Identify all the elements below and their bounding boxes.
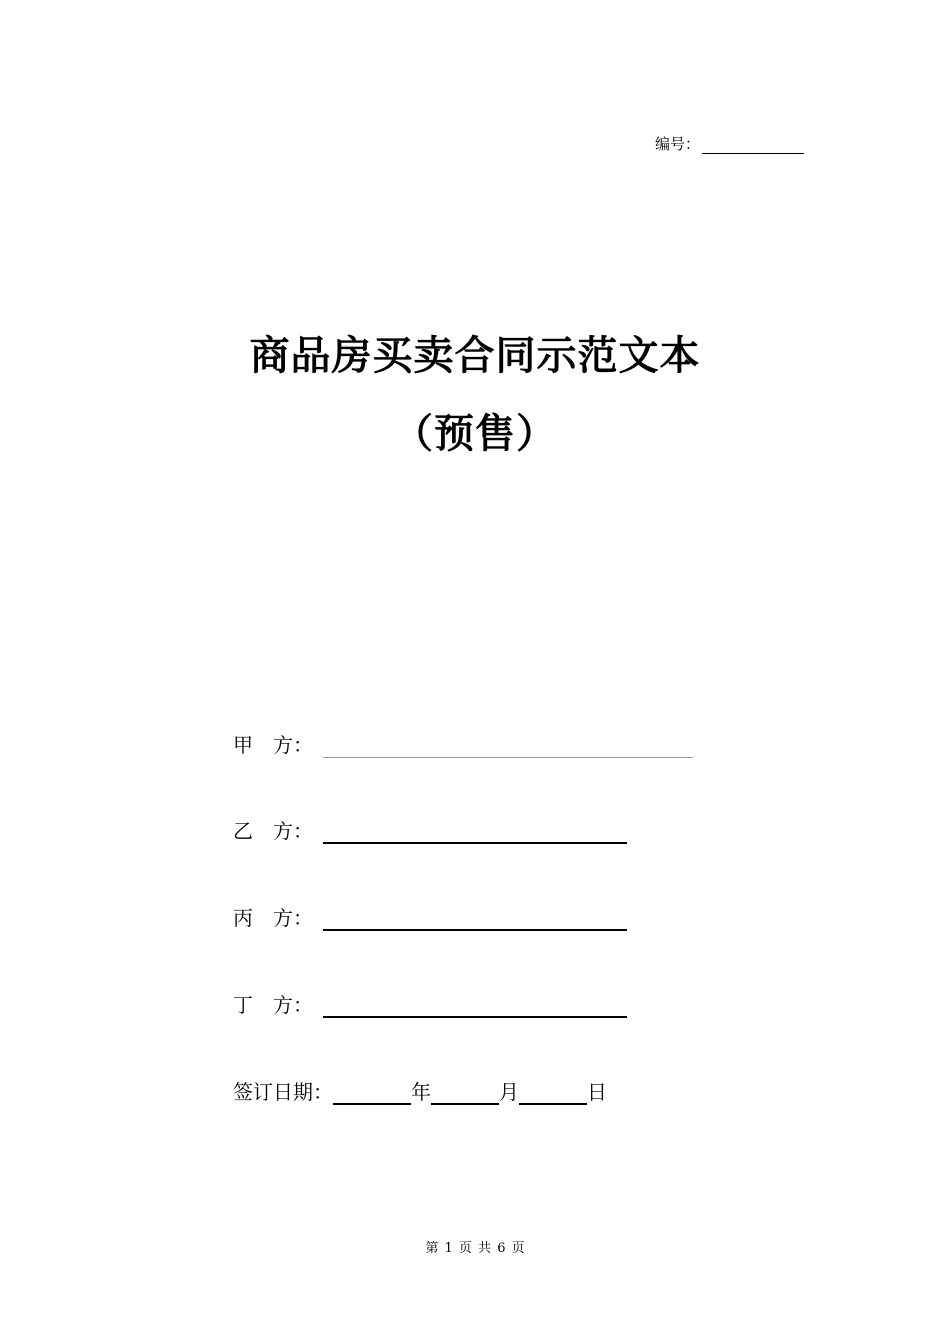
party-b-label: 乙 方： [233,819,313,843]
document-number-label: 编号： [655,135,701,153]
signing-date-label: 签订日期： [233,1080,333,1104]
document-number [655,132,804,154]
signing-month-blank[interactable] [431,1081,499,1105]
document-title: 商品房买卖合同示范文本 [249,332,701,379]
document-number-blank[interactable] [702,135,804,154]
party-a-blank[interactable] [323,733,693,758]
signing-day-label: 日 [587,1080,607,1104]
party-d-row [233,992,627,1018]
party-b-blank[interactable] [323,820,627,844]
signing-month-label: 月 [499,1080,519,1104]
party-d-label: 丁 方： [233,993,313,1017]
party-c-blank[interactable] [323,907,627,931]
page-footer: 第 1 页 共 6 页 [425,1241,525,1256]
party-a-row [233,732,693,758]
party-b-row [233,818,627,844]
document-subtitle: （预售） [393,410,557,457]
party-c-label: 丙 方： [233,906,313,930]
party-d-blank[interactable] [323,994,627,1018]
signing-date-row [233,1079,607,1105]
party-c-row [233,905,627,931]
signing-year-blank[interactable] [333,1081,411,1105]
party-a-label: 甲 方： [233,733,313,757]
signing-year-label: 年 [411,1080,431,1104]
signing-day-blank[interactable] [519,1081,587,1105]
